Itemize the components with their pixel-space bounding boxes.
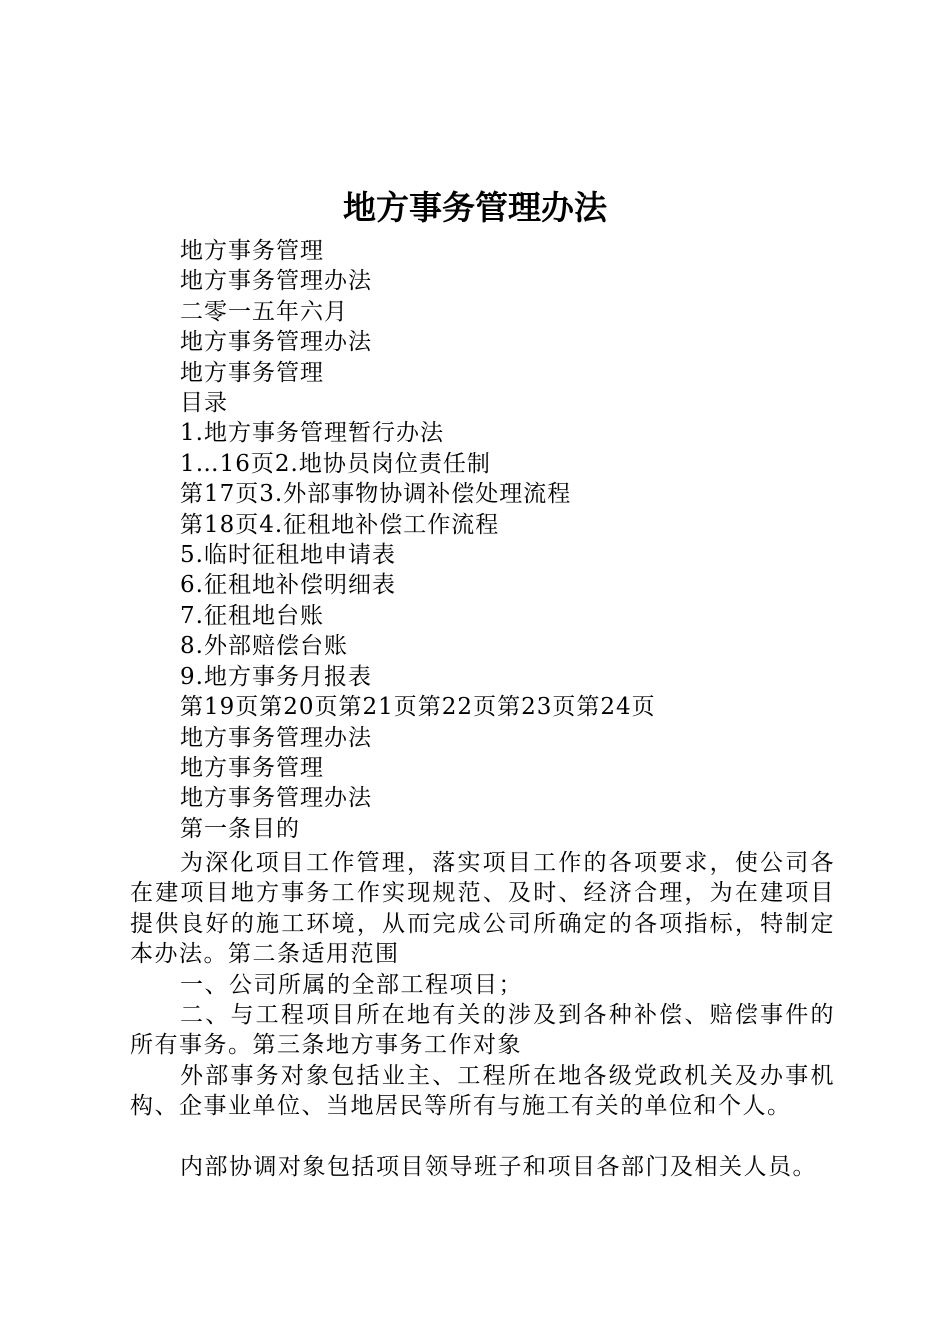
toc-item: 1…16页2.地协员岗位责任制 bbox=[180, 450, 491, 477]
toc-item: 1.地方事务管理暂行办法 bbox=[180, 420, 444, 447]
front-line: 地方事务管理 bbox=[180, 238, 324, 264]
toc-item: 5.临时征租地申请表 bbox=[180, 542, 396, 569]
toc-item: 9.地方事务月报表 bbox=[180, 663, 372, 690]
toc-item: 第17页3.外部事物协调补偿处理流程 bbox=[180, 481, 572, 508]
front-line: 地方事务管理办法 bbox=[180, 329, 372, 356]
toc-item: 6.征租地补偿明细表 bbox=[180, 572, 396, 599]
paragraph: 外部事务对象包括业主、工程所在地各级党政机关及办事机构、企事业单位、当地居民等所有与施工有关的单位和个人。 bbox=[130, 1062, 835, 1120]
paragraph: 为深化项目工作管理，落实项目工作的各项要求，使公司各在建项目地方事务工作实现规范、及时、经济合理，为在建项目提供良好的施工环境，从而完成公司所确定的各项指标，特制定本办法。第二条适用范围 bbox=[130, 850, 835, 968]
front-line: 二零一五年六月 bbox=[180, 298, 348, 325]
toc-heading: 目录 bbox=[180, 390, 228, 417]
toc-item: 8.外部赔偿台账 bbox=[180, 633, 348, 660]
paragraph: 一、公司所属的全部工程项目； bbox=[180, 971, 523, 998]
paragraph: 二、与工程项目所在地有关的涉及到各种补偿、赔偿事件的所有事务。第三条地方事务工作对象 bbox=[130, 1002, 835, 1059]
article-heading: 第一条目的 bbox=[180, 815, 300, 842]
section-heading: 地方事务管理办法 bbox=[180, 785, 372, 812]
paragraph: 内部协调对象包括项目领导班子和项目各部门及相关人员。 bbox=[180, 1153, 817, 1180]
toc-item: 第18页4.征租地补偿工作流程 bbox=[180, 511, 500, 538]
section-heading: 地方事务管理办法 bbox=[180, 724, 372, 751]
toc-page-numbers: 第19页第20页第21页第22页第23页第24页 bbox=[180, 694, 656, 721]
front-line: 地方事务管理办法 bbox=[180, 268, 372, 295]
front-matter bbox=[180, 236, 880, 844]
front-line: 地方事务管理 bbox=[180, 359, 324, 386]
toc-item: 7.征租地台账 bbox=[180, 602, 324, 629]
document-title: 地方事务管理办法 bbox=[343, 188, 607, 227]
section-heading: 地方事务管理 bbox=[180, 754, 324, 781]
body-text bbox=[130, 848, 835, 1182]
